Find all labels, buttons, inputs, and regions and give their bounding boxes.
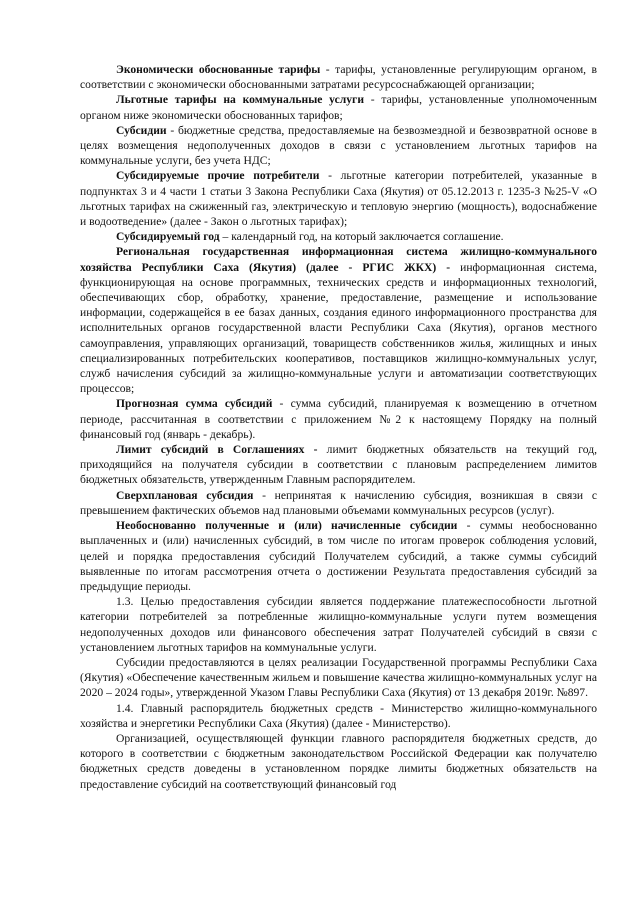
term: Экономически обоснованные тарифы [116,63,321,76]
paragraph-subsidy-limit [80,442,597,488]
paragraph-economic-tariffs [80,62,597,92]
term: Лимит субсидий в Соглашениях - [116,443,318,457]
paragraph-text: Субсидии предоставляются в целях реализации Государственной программы Республики Саха (Якутия) «Обеспечение качественным жильем и повышение качества жилищно-коммунальных услуг на 2020 – 2024 годы», утвержденной Указом Главы Республики Саха (Якутия) от 13 декабря 2019г. №897. [80,655,597,700]
paragraph-state-program [80,655,597,701]
paragraph-forecast-sum [80,396,597,442]
definition: информационная система, функционирующая на основе программных, технических средств и информационных технологий, обеспечивающих сбор, обработку, хранение, предоставление, размещение и использование информации, содержащейся в ее базах данных, создания единого информационного пространства для исполнительных органов государственной власти Республики Саха (Якутия), органов местного самоуправления, управляющих организаций, товариществ собственников жилья, жилищных и иных специализированных потребительских кооперативов, поставщиков жилищно-коммунальных услуг, служб начисления субсидий за жилищно-коммунальные услуги и автоматизации соответствующих процессов; [80,260,597,396]
paragraph-1-3 [80,594,597,655]
term: Региональная государственная информационная система жилищно-коммунального хозяйства Республики Саха (Якутия) (далее - РГИС ЖКХ) - [80,245,597,274]
definition: - суммы необоснованно выплаченных и (или) начисленных субсидий, в том числе по итогам проверок соблюдения условий, целей и порядка предоставления субсидий Получателем субсидий, а также суммы субсидий выявленные по итогам рассмотрения отчета о достижении Результата предоставления субсидий за предыдущие периоды. [80,519,597,593]
paragraph-text: 1.4. Главный распорядитель бюджетных средств - Министерство жилищно-коммунального хозяйства и энергетики Республики Саха (Якутия) (далее - Министерство). [80,701,597,730]
term: Субсидируемый год [116,230,220,244]
definition: - тарифы, установленные регулирующим органом, в соответствии с экономически обоснованными затратами ресурсоснабжающей организации; [80,63,598,92]
definition: - сумма субсидий, планируемая к возмещению в отчетном периоде, рассчитанная в соответствии с приложением №2 к настоящему Порядку на полный финансовый год (январь - декабрь). [80,397,597,441]
term: Необоснованно полученные и (или) начисленные субсидии [116,519,458,533]
definition: - льготные категории потребителей, указанные в подпунктах 3 и 4 части 1 статьи 3 Закона Республики Саха (Якутия) от 05.12.2013 г. 1235-З №25-V «О льготных тарифах на сжиженный газ, электрическую и тепловую энергию (мощность), водоснабжение и водоотведение» (далее - Закон о льготных тарифах); [80,169,597,229]
term: Субсидии [116,123,167,137]
term: Субсидируемые прочие потребители [116,169,320,183]
paragraph-1-4 [80,701,597,731]
paragraph-unjustified-subsidies [80,518,597,594]
paragraph-preferential-tariffs [80,92,597,122]
paragraph-subsidized-year [80,229,597,244]
definition: лимит бюджетных обязательств на текущий год, приходящийся на получателя субсидии в соответствии с плановым распределением лимитов бюджетных обязательств, утвержденным Главным распорядителем. [80,443,597,487]
definition: – календарный год, на который заключается соглашение. [219,230,504,244]
paragraph-organization [80,731,597,792]
paragraph-subsidies [80,123,597,169]
definition: - тарифы, установленные уполномоченным органом ниже экономически обоснованных тарифов; [80,93,597,122]
term: Сверхплановая субсидия [116,488,254,502]
definition: - непринятая к начислению субсидия, возникшая в связи с превышением фактических объемов над плановыми объемами коммунальных ресурсов (услуг). [80,488,597,517]
definition: - бюджетные средства, предоставляемые на безвозмездной и безвозвратной основе в целях возмещения недополученных доходов в связи с установлением льготных тарифов на коммунальные услуги, без учета НДС; [80,123,597,168]
paragraph-rgis-zhkh [80,244,597,396]
paragraph-above-plan-subsidy [80,488,597,518]
paragraph-text: Организацией, осуществляющей функции главного распорядителя бюджетных средств, до которого в соответствии с бюджетным законодательством Российской Федерации как получателю бюджетных средств доведены в установленном порядке лимиты бюджетных обязательств на предоставление субсидий на соответствующий финансовый год [80,731,597,791]
term: Прогнозная сумма субсидий [116,397,273,411]
document-page [80,62,597,792]
paragraph-text: 1.3. Целью предоставления субсидии является поддержание платежеспособности льготной категории потребителей за потребленные жилищно-коммунальные услуги путем возмещения недополученных доходов или финансового обеспечения затрат Получателей субсидий в связи с установлением льготных тарифов на коммунальные услуги. [80,595,597,654]
paragraph-subsidized-consumers [80,168,597,229]
term: Льготные тарифы на коммунальные услуги [116,93,365,107]
